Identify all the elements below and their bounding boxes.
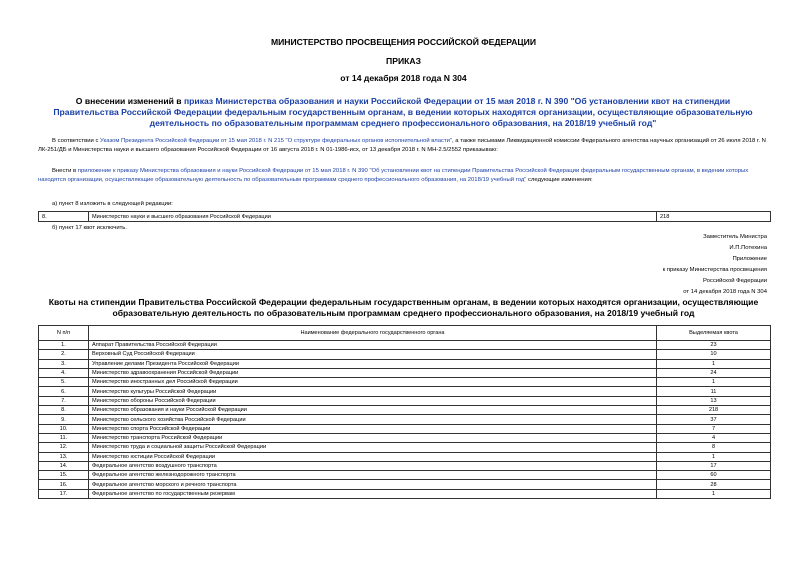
table-row	[39, 461, 771, 470]
table-row	[39, 452, 771, 461]
row-number: 5.	[39, 378, 89, 387]
appendix-line1: к приказу Министерства просвещения	[662, 267, 767, 273]
table-row	[39, 489, 771, 498]
row-name: Министерство юстиции Российской Федерации	[89, 452, 657, 461]
row-value: 4	[657, 433, 771, 442]
quota-title: Квоты на стипендии Правительства Российской Федерации федеральным государственным органам, в ведении которых находятся организации, осуществляющие образовательную деятельность по образовательным программам среднего профессионального образования, на 2018/19 учебный год	[48, 297, 759, 318]
quota-table	[38, 325, 771, 499]
row-number: 17.	[39, 489, 89, 498]
row-name: Министерство сельского хозяйства Российской Федерации	[89, 415, 657, 424]
row-number: 11.	[39, 433, 89, 442]
document-type: ПРИКАЗ	[386, 56, 421, 66]
signature-position: Заместитель Министра	[703, 234, 767, 240]
row-name: Министерство спорта Российской Федерации	[89, 424, 657, 433]
row-number: 14.	[39, 461, 89, 470]
row-value: 7	[657, 424, 771, 433]
table-row	[39, 341, 771, 350]
appendix-label: Приложение	[732, 256, 767, 262]
row-name: Министерство обороны Российской Федерации	[89, 396, 657, 405]
table-row	[39, 480, 771, 489]
row-value: 218	[657, 212, 771, 222]
row-value: 1	[657, 378, 771, 387]
row-value: 8	[657, 443, 771, 452]
row-value: 24	[657, 368, 771, 377]
para2-prefix: Внести в	[52, 168, 78, 174]
row-value: 1	[657, 359, 771, 368]
paragraph-amend	[38, 167, 773, 185]
table-row	[39, 378, 771, 387]
table-row	[39, 443, 771, 452]
appendix-line2: Российской Федерации	[702, 278, 767, 284]
table-row	[39, 350, 771, 359]
row-number: 16.	[39, 480, 89, 489]
table-row	[39, 424, 771, 433]
row-value: 1	[657, 489, 771, 498]
row-number: 7.	[39, 396, 89, 405]
row-name: Министерство транспорта Российской Федерации	[89, 433, 657, 442]
row-value: 23	[657, 341, 771, 350]
ministry-name: МИНИСТЕРСТВО ПРОСВЕЩЕНИЯ РОССИЙСКОЙ ФЕДЕРАЦИИ	[270, 37, 537, 47]
row-number: 6.	[39, 387, 89, 396]
row-value: 28	[657, 480, 771, 489]
table-row	[39, 359, 771, 368]
table-row	[39, 406, 771, 415]
row-number: 10.	[39, 424, 89, 433]
row-name: Министерство культуры Российской Федерации	[89, 387, 657, 396]
row-name: Министерство труда и социальной защиты Российской Федерации	[89, 443, 657, 452]
row-number: 1.	[39, 341, 89, 350]
table-row	[39, 396, 771, 405]
row-number: 15.	[39, 471, 89, 480]
row-number: 12.	[39, 443, 89, 452]
row-number: 2.	[39, 350, 89, 359]
row-number: 8.	[39, 212, 89, 222]
row-number: 3.	[39, 359, 89, 368]
row-name: Министерство здравоохранения Российской Федерации	[89, 368, 657, 377]
header-name: Наименование федерального государственного органа	[89, 326, 657, 341]
document-date: от 14 декабря 2018 года N 304	[340, 73, 467, 83]
row-name: Федеральное агентство по государственным резервам	[89, 489, 657, 498]
item-a: а) пункт 8 изложить в следующей редакции:	[52, 201, 173, 207]
row-value: 10	[657, 350, 771, 359]
quota-table-body	[39, 341, 771, 499]
table-row	[39, 433, 771, 442]
row-name: Министерство иностранных дел Российской Федерации	[89, 378, 657, 387]
row-number: 9.	[39, 415, 89, 424]
header-number: N п/п	[39, 326, 89, 341]
row-value: 13	[657, 396, 771, 405]
row-name: Верховный Суд Российской Федерации	[89, 350, 657, 359]
para1-prefix: В соответствии с	[52, 138, 101, 144]
row-number: 8.	[39, 406, 89, 415]
row-name: Министерство науки и высшего образования Российской Федерации	[89, 212, 657, 222]
row-number: 13.	[39, 452, 89, 461]
subject-prefix: О внесении изменений в	[75, 96, 184, 106]
row-value: 37	[657, 415, 771, 424]
replacement-table	[38, 211, 771, 222]
row-number: 4.	[39, 368, 89, 377]
decree-link[interactable]: Указом Президента Российской Федерации от 15 мая 2018 г. N 215 "О структуре федеральных органов исполнительной власти"	[100, 138, 453, 144]
row-name: Министерство образования и науки Российской Федерации	[89, 406, 657, 415]
para1-suffix: , а также письмами Ликвидационной комиссии Федерального агентства научных организаций от 26 июля 2018 г. N ЛК-251/ДБ и Министерства науки и высшего образования Российской Федерации от 16 августа 2018 г. N 01-1986-исх, от 13 декабря 2018 г. N МН-2.5/2552 приказываю:	[38, 138, 766, 153]
signature-name: И.П.Потехина	[729, 245, 767, 251]
item-b: б) пункт 17 квот исключить.	[52, 225, 128, 231]
table-header-row	[39, 326, 771, 341]
header-quota: Выделяемая квота	[657, 326, 771, 341]
table-row	[39, 368, 771, 377]
row-value: 11	[657, 387, 771, 396]
appendix-link[interactable]: приложение к приказу Министерства образования и науки Российской Федерации от 15 мая 2018 г. N 390 "Об установлении квот на стипендии Правительства Российской Федерации федеральным государственным органам, в ведении которых находятся организации, осуществляющие образовательную деятельность по образовательным программам среднего профессионального образования, на 2018/19 учебный год"	[38, 168, 749, 183]
row-name: Управление делами Президента Российской Федерации	[89, 359, 657, 368]
appendix-line3: от 14 декабря 2018 года N 304	[683, 289, 767, 295]
table-row	[39, 415, 771, 424]
row-name: Аппарат Правительства Российской Федерации	[89, 341, 657, 350]
subject-link[interactable]: приказ Министерства образования и науки Российской Федерации от 15 мая 2018 г. N 390 "Об установлении квот на стипендии Правительства Российской Федерации федеральным государственным органам, в ведении которых находятся организации, осуществляющие образовательную деятельность по образовательным программам среднего профессионального образования, на 2018/19 учебный год"	[53, 96, 753, 128]
row-name: Федеральное агентство морского и речного транспорта	[89, 480, 657, 489]
paragraph-basis	[38, 137, 773, 155]
table-row	[39, 471, 771, 480]
row-value: 218	[657, 406, 771, 415]
row-name: Федеральное агентство воздушного транспорта	[89, 461, 657, 470]
row-name: Федеральное агентство железнодорожного транспорта	[89, 471, 657, 480]
table-row	[39, 212, 771, 222]
row-value: 17	[657, 461, 771, 470]
table-row	[39, 387, 771, 396]
row-value: 60	[657, 471, 771, 480]
order-subject	[44, 96, 762, 129]
para2-suffix: следующие изменения:	[526, 177, 593, 183]
row-value: 1	[657, 452, 771, 461]
